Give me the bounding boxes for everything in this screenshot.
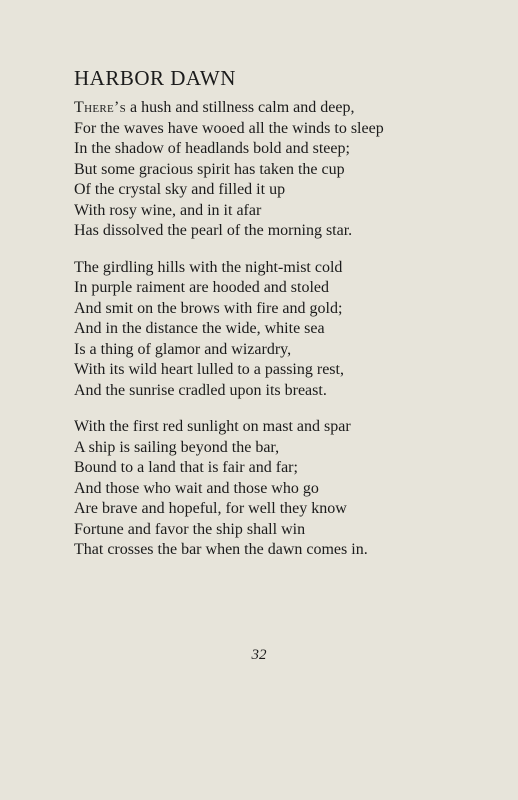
stanza-3	[74, 417, 494, 561]
poem-line: With rosy wine, and in it afar	[74, 201, 262, 219]
poem-line	[74, 98, 494, 119]
poem-body	[74, 98, 494, 577]
stanza-2	[74, 258, 494, 402]
poem-line: And smit on the brows with fire and gold;	[74, 299, 343, 317]
poem-line: And in the distance the wide, white sea	[74, 320, 325, 337]
poem-line: But some gracious spirit has taken the cup	[74, 160, 345, 178]
poem-line: In the shadow of headlands bold and steep;	[74, 140, 350, 157]
poem-line: Is a thing of glamor and wizardry,	[74, 340, 292, 358]
poem-line: A ship is sailing beyond the bar,	[74, 438, 280, 456]
poem-line: With its wild heart lulled to a passing rest,	[74, 361, 344, 378]
poem-line: And the sunrise cradled upon its breast.	[74, 381, 327, 399]
poem-line: Has dissolved the pearl of the morning star.	[74, 222, 353, 239]
stanza-1	[74, 98, 494, 242]
poem-line: In purple raiment are hooded and stoled	[74, 279, 330, 296]
poem-line: The girdling hills with the night-mist cold	[74, 258, 343, 276]
line-text: a hush and stillness calm and deep,	[126, 99, 355, 116]
poem-line: Fortune and favor the ship shall win	[74, 520, 306, 538]
poem-title: HARBOR DAWN	[74, 66, 236, 90]
page-number: 32	[251, 647, 267, 663]
poem-line: Bound to a land that is fair and far;	[74, 459, 298, 476]
poem-line: For the waves have wooed all the winds to sleep	[74, 119, 384, 137]
opening-word: There’s	[74, 99, 127, 116]
poem-line: Of the crystal sky and filled it up	[74, 181, 286, 198]
poem-line: That crosses the bar when the dawn comes in.	[74, 541, 368, 558]
poem-line: With the first red sunlight on mast and spar	[74, 418, 351, 435]
poem-line: And those who wait and those who go	[74, 479, 319, 497]
poem-line: Are brave and hopeful, for well they know	[74, 500, 347, 517]
